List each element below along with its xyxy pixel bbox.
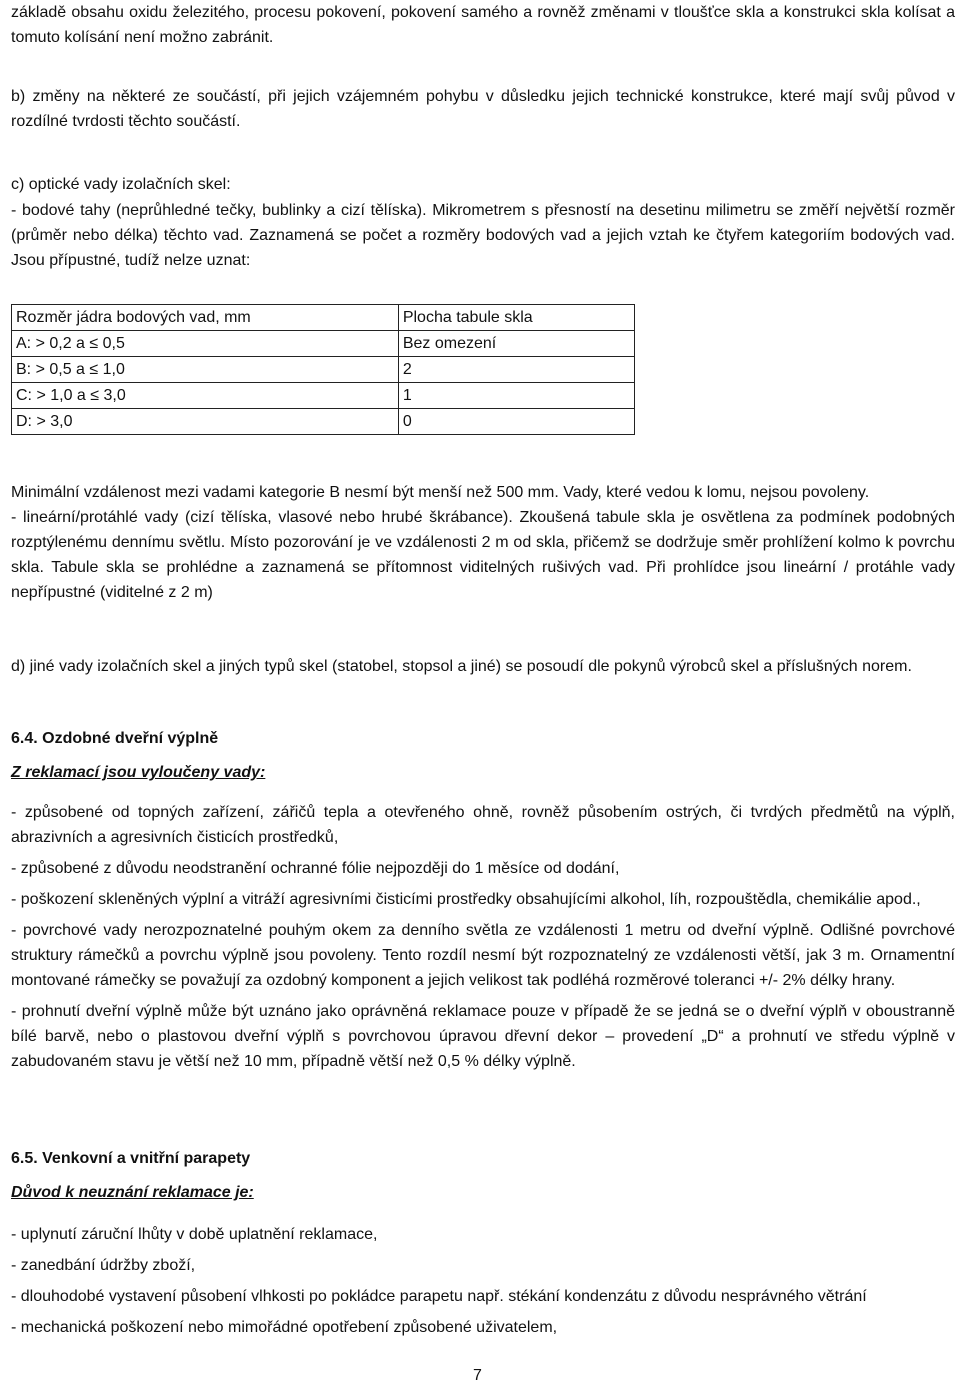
paragraph-c-heading: c) optické vady izolačních skel:: [11, 176, 231, 193]
section-heading-6-4: 6.4. Ozdobné dveřní výplně: [11, 730, 219, 747]
exclusions-list: [11, 800, 955, 1080]
rejection-reasons-list: [11, 1222, 955, 1346]
list-item: - povrchové vady nerozpoznatelné pouhým okem za denního světla ze vzdálenosti 1 metru od dveřní výplně. Odlišné povrchové struktury rámečků a povrchu výplně jsou povoleny. Tento rozdíl nesmí být rozpoznatelný ze vzdálenosti větší, jak 3 m. Ornamentní montované rámečky se považují za ozdobný komponent a jejich velikost tak podléhá rozměrové toleranci +/- 2% délky hrany.: [11, 922, 955, 989]
linear-defects-paragraph: - lineární/protáhlé vady (cizí tělíska, vlasové nebo hrubé škrábance). Zkoušená tabule skla je osvětlena za podmínek podobných rozptýlenému dennímu světlu. Místo pozorování je ve vzdálenosti 2 m od skla, přičemž se dodržuje směr prohlížení kolmo k povrchu skla. Tabule skla se prohlédne a zaznamená se přítomnost viditelných rušivých vad. Při prohlídce jsou lineární / protáhle vady nepřípustné (viditelné z 2 m): [11, 509, 955, 601]
subheading-exclusions: Z reklamací jsou vyloučeny vady:: [11, 764, 266, 781]
table-row: [12, 357, 635, 383]
table-cell: B: > 0,5 a ≤ 1,0: [12, 357, 399, 383]
table-cell: Bez omezení: [398, 331, 634, 357]
table-cell: D: > 3,0: [12, 409, 399, 435]
table-row: [12, 331, 635, 357]
after-table-block: [11, 480, 955, 605]
paragraph-b: b) změny na některé ze součástí, při jejich vzájemném pohybu v důsledku jejich technické konstrukce, které mají svůj původ v rozdílné tvrdosti těchto součástí.: [11, 88, 955, 130]
table-header-row: [12, 305, 635, 331]
paragraph-c-body: - bodové tahy (neprůhledné tečky, bublinky a cizí tělíska). Mikrometrem s přesností na desetinu milimetru se změří největší rozměr (průměr nebo délka) těchto vad. Zaznamená se počet a rozměry bodových vad a jejich vztah ke čtyřem kategoriím bodových vad. Jsou přípustné, tudíž nelze uznat:: [11, 202, 955, 269]
table-row: [12, 383, 635, 409]
table-cell: C: > 1,0 a ≤ 3,0: [12, 383, 399, 409]
list-item: - poškození skleněných výplní a vitráží agresivními čisticími prostředky obsahujícími alkohol, líh, rozpouštědla, chemikálie apod.,: [11, 891, 921, 908]
list-item: - mechanická poškození nebo mimořádné opotřebení způsobené uživatelem,: [11, 1319, 558, 1336]
table-cell: 2: [398, 357, 634, 383]
list-item: - uplynutí záruční lhůty v době uplatnění reklamace,: [11, 1226, 378, 1243]
list-item: - způsobené z důvodu neodstranění ochranné fólie nejpozději do 1 měsíce od dodání,: [11, 860, 620, 877]
table-cell: A: > 0,2 a ≤ 0,5: [12, 331, 399, 357]
table-cell: 0: [398, 409, 634, 435]
page-number: 7: [473, 1367, 482, 1384]
list-item: - způsobené od topných zařízení, zářičů tepla a otevřeného ohně, rovněž působením ostrých, či tvrdých předmětů na výplň, abrazivních a agresivních čisticích prostředků,: [11, 804, 955, 846]
paragraph-d: d) jiné vady izolačních skel a jiných typů skel (statobel, stopsol a jiné) se posoudí dle pokynů výrobců skel a příslušných norem.: [11, 658, 912, 675]
table-row: [12, 409, 635, 435]
defects-table: [11, 304, 635, 435]
table-header-cell: Rozměr jádra bodových vad, mm: [12, 305, 399, 331]
section-heading-6-5: 6.5. Venkovní a vnitřní parapety: [11, 1150, 251, 1167]
table-cell: 1: [398, 383, 634, 409]
paragraph-a-continuation: základě obsahu oxidu železitého, procesu pokovení, pokovení samého a rovněž změnami v tloušťce skla a konstrukci skla kolísat a tomuto kolísání není možno zabránit.: [11, 4, 955, 46]
list-item: - zanedbání údržby zboží,: [11, 1257, 196, 1274]
list-item: - dlouhodobé vystavení působení vlhkosti po pokládce parapetu např. stékání kondenzátu z důvodu nesprávného větrání: [11, 1288, 867, 1305]
min-distance-paragraph: Minimální vzdálenost mezi vadami kategorie B nesmí být menší než 500 mm. Vady, které vedou k lomu, nejsou povoleny.: [11, 484, 870, 501]
subheading-rejection-reasons: Důvod k neuznání reklamace je:: [11, 1184, 254, 1201]
table-header-cell: Plocha tabule skla: [398, 305, 634, 331]
list-item: - prohnutí dveřní výplně může být uznáno jako oprávněná reklamace pouze v případě že se jedná se o dveřní výplň v oboustranně bílé barvě, nebo o plastovou dveřní výplň s povrchovou úpravou dřevní dekor – provedení „D“ a prohnutí ve středu výplně v zabudovaném stavu je větší než 10 mm, případně větší než 0,5 % délky výplně.: [11, 1003, 955, 1070]
